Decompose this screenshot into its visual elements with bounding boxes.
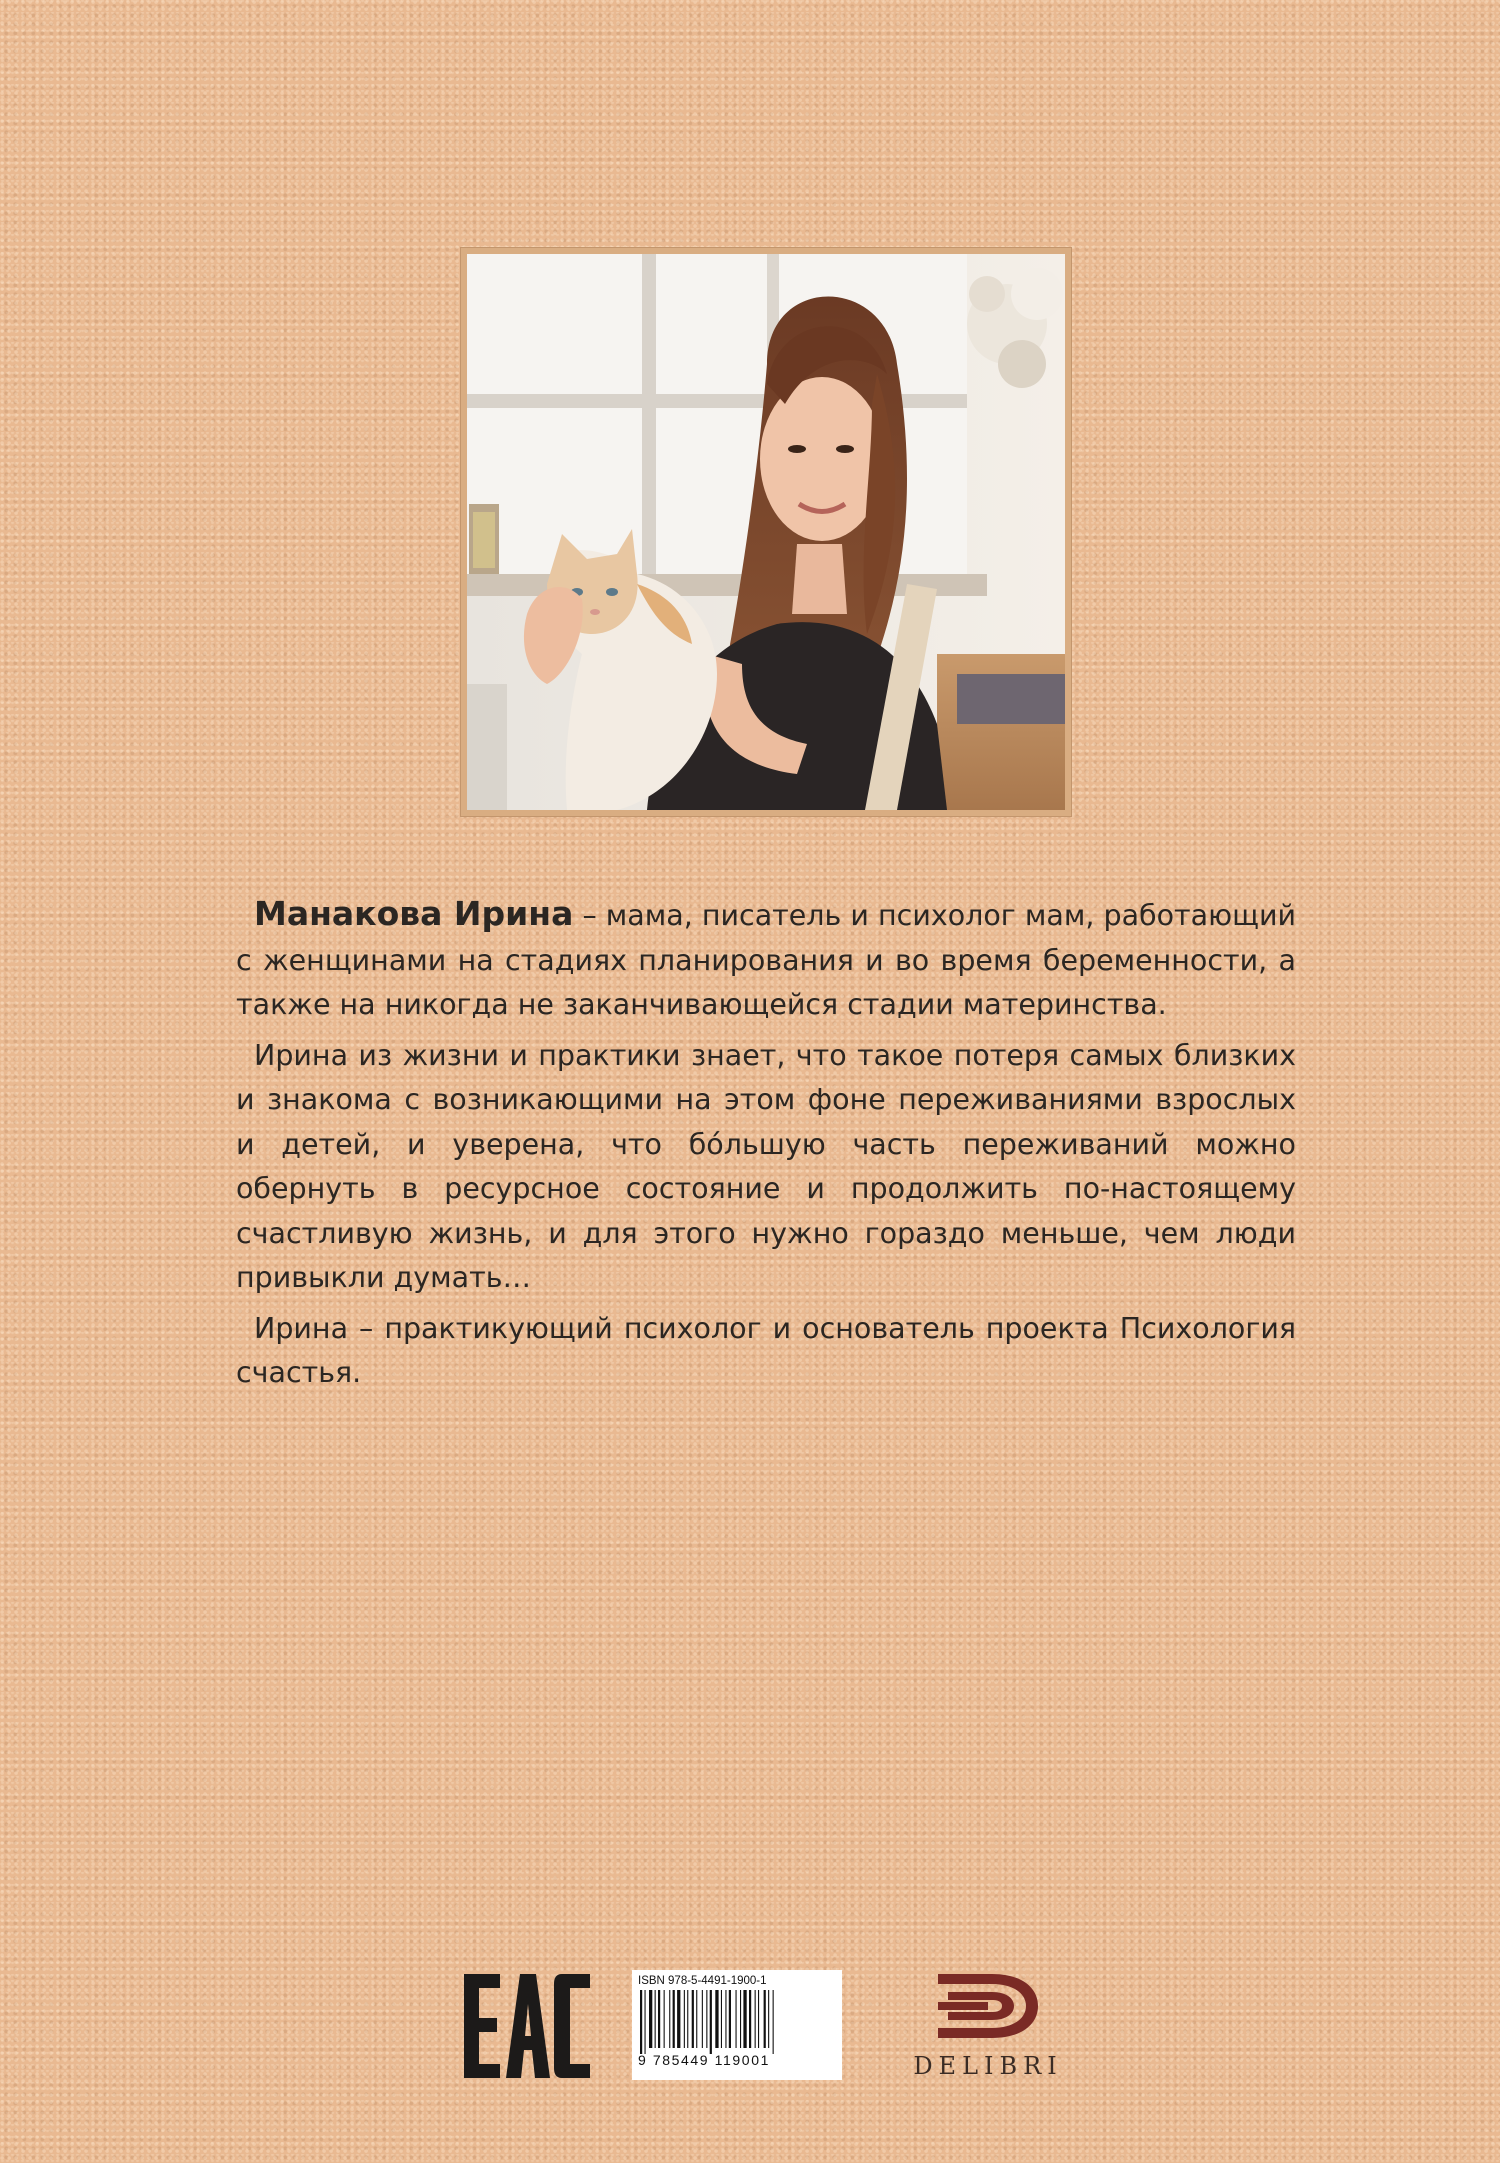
author-name: Манакова Ирина <box>254 894 574 933</box>
barcode-bar <box>749 1990 751 2048</box>
barcode-bar <box>664 1990 665 2048</box>
delibri-logo-icon <box>934 1968 1042 2044</box>
barcode-bar <box>692 1990 694 2048</box>
bio-paragraph-1 <box>236 892 1296 1028</box>
publisher-block <box>878 1968 1098 2088</box>
barcode-bar <box>764 1990 766 2048</box>
barcode-bar <box>677 1990 680 2048</box>
barcode-bar <box>673 1990 675 2048</box>
isbn-text: ISBN 978-5-4491-1900-1 <box>638 1975 767 1987</box>
barcode-bar <box>645 1990 646 2054</box>
bio-intro: – мама, писатель и психолог мам, работающий с женщинами на стадиях планирования и во время беременности, а также на никогда не заканчивающейся стадии материнства. <box>236 899 1296 1021</box>
isbn-barcode <box>632 1970 842 2080</box>
barcode-bar <box>721 1990 722 2048</box>
barcode-bar <box>684 1990 685 2048</box>
author-photo-illustration <box>467 254 1065 810</box>
eac-mark-graphic <box>462 1970 592 2082</box>
barcode-bar <box>729 1990 731 2048</box>
author-photo <box>461 248 1071 816</box>
barcode-bar <box>702 1990 703 2048</box>
barcode-bar <box>706 1990 707 2048</box>
publisher-name: DELIBRI <box>913 2052 1063 2080</box>
barcode-bar <box>743 1990 746 2048</box>
barcode-bars <box>638 1990 836 2054</box>
barcode-bar <box>736 1990 737 2048</box>
ean-digits: 9 785449 119001 <box>638 2052 770 2068</box>
barcode-bar <box>715 1990 718 2048</box>
barcode-bar <box>740 1990 741 2048</box>
bio-paragraph-3: Ирина – практикующий психолог и основатель проекта Психология счастья. <box>236 1311 1296 1389</box>
barcode-bar <box>669 1990 670 2048</box>
barcode-bar <box>755 1990 756 2048</box>
barcode-bar <box>725 1990 726 2048</box>
barcode-bar <box>773 1990 774 2054</box>
barcode-bar <box>655 1990 656 2048</box>
barcode-bar <box>687 1990 688 2048</box>
bio-paragraph-2: Ирина из жизни и практики знает, что такое потеря самых близких и знакома с возникающими на этом фоне переживаниями взрослых и детей, и уверена, что бóльшую часть переживаний можно обернуть в ресурсное состояние и продолжить по-настоящему счастливую жизнь, и для этого нужно гораздо меньше, чем люди привыкли думать… <box>236 1038 1296 1294</box>
barcode-bar <box>696 1990 697 2048</box>
barcode-bar <box>640 1990 642 2054</box>
barcode-bar <box>649 1990 652 2048</box>
barcode-bar <box>710 1990 712 2054</box>
barcode-bar <box>758 1990 759 2048</box>
eac-mark-icon <box>462 1970 592 2082</box>
author-bio <box>236 892 1296 1402</box>
barcode-bar <box>768 1990 769 2048</box>
barcode-bar <box>658 1990 660 2048</box>
